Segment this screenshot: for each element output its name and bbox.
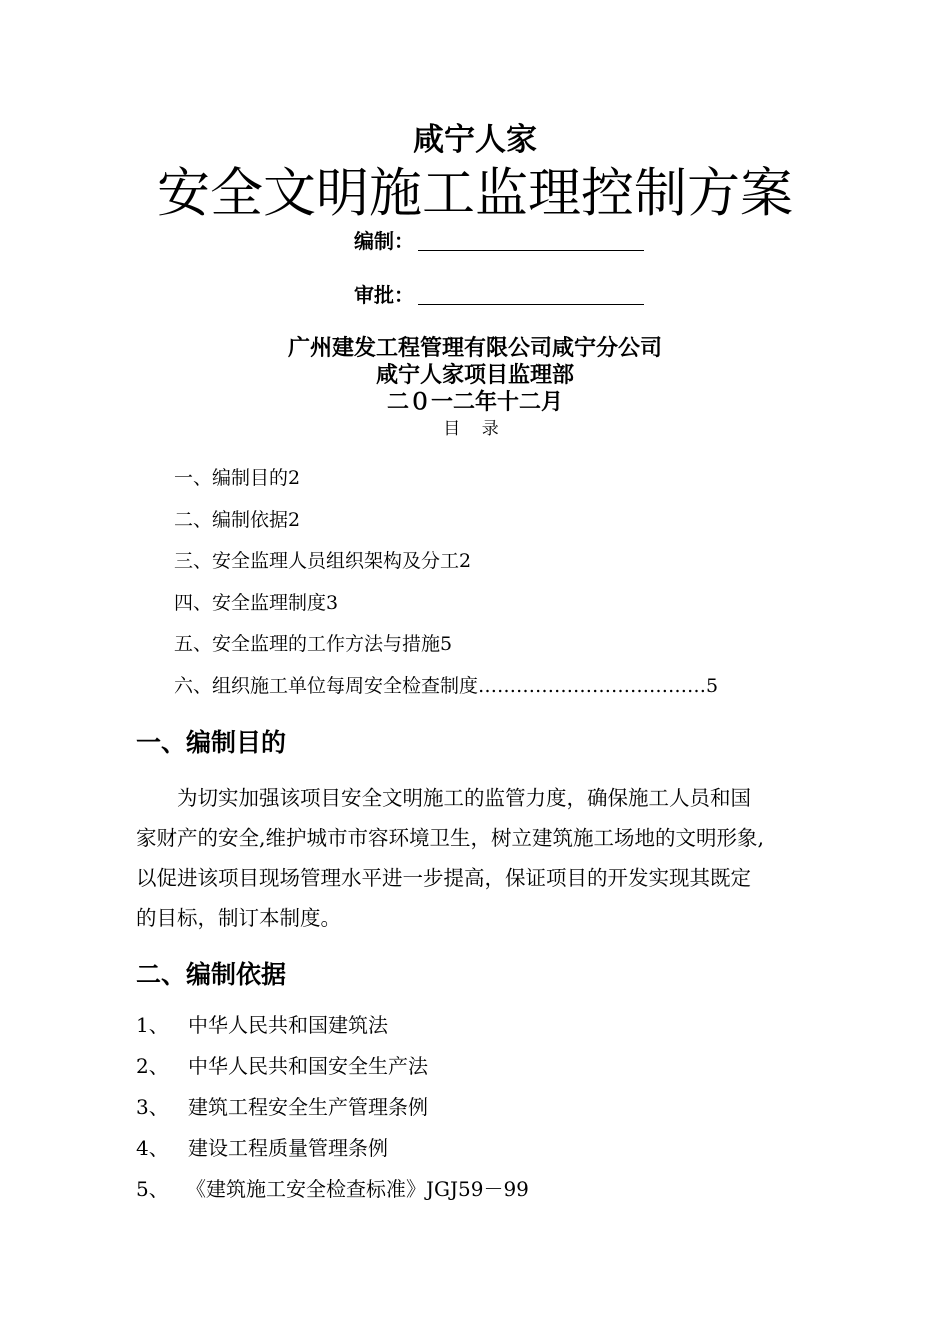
list-text: 建设工程质量管理条例 <box>188 1136 388 1160</box>
org-company: 广州建发工程管理有限公司咸宁分公司 <box>287 336 662 361</box>
approved-row <box>354 280 644 310</box>
paragraph-line: 为切实加强该项目安全文明施工的监管力度，确保施工人员和国 <box>177 786 751 810</box>
purpose-paragraph <box>136 778 820 938</box>
toc-item[interactable]: 一、编制目的2 <box>174 467 301 489</box>
section-heading-purpose: 一、编制目的 <box>136 728 287 757</box>
list-number: 2、 <box>136 1054 169 1078</box>
basis-list <box>136 1005 796 1210</box>
approved-label: 审批： <box>354 283 414 307</box>
approved-signature-line <box>418 280 644 305</box>
toc-item[interactable]: 六、组织施工单位每周安全检查制度………………………………5 <box>174 674 719 697</box>
paragraph-line: 家财产的安全,维护城市市容环境卫生，树立建筑施工场地的文明形象, <box>136 826 765 850</box>
compiled-row <box>354 226 644 256</box>
compiled-signature-line <box>418 226 644 251</box>
toc-item[interactable]: 四、安全监理制度3 <box>174 591 339 614</box>
toc-item[interactable]: 二、编制依据2 <box>174 508 301 531</box>
table-of-contents <box>174 458 834 707</box>
project-name: 咸宁人家 <box>413 122 537 158</box>
list-number: 3、 <box>136 1095 169 1119</box>
org-date: 二０一二年十二月 <box>386 390 563 415</box>
org-department: 咸宁人家项目监理部 <box>375 363 574 388</box>
list-number: 4、 <box>136 1136 169 1160</box>
list-text: 中华人民共和国建筑法 <box>188 1013 388 1037</box>
paragraph-line: 以促进该项目现场管理水平进一步提高，保证项目的开发实现其既定 <box>136 866 751 890</box>
list-text: 中华人民共和国安全生产法 <box>188 1054 428 1078</box>
list-number: 1、 <box>136 1013 169 1037</box>
document-title: 安全文明施工监理控制方案 <box>157 163 793 224</box>
paragraph-line: 的目标，制订本制度。 <box>136 906 341 930</box>
toc-title: 目 录 <box>443 419 507 439</box>
list-number: 5、 <box>136 1177 169 1201</box>
toc-item[interactable]: 五、安全监理的工作方法与措施5 <box>174 633 453 655</box>
list-item <box>136 1087 796 1128</box>
section-heading-basis: 二、编制依据 <box>136 960 287 989</box>
list-text: 建筑工程安全生产管理条例 <box>188 1095 428 1119</box>
list-text: 《建筑施工安全检查标准》JGJ59－99 <box>186 1177 529 1201</box>
list-item <box>136 1046 796 1087</box>
list-item <box>136 1169 796 1210</box>
list-item <box>136 1005 796 1046</box>
compiled-label: 编制： <box>354 229 414 253</box>
toc-item[interactable]: 三、安全监理人员组织架构及分工2 <box>174 550 472 572</box>
list-item <box>136 1128 796 1169</box>
